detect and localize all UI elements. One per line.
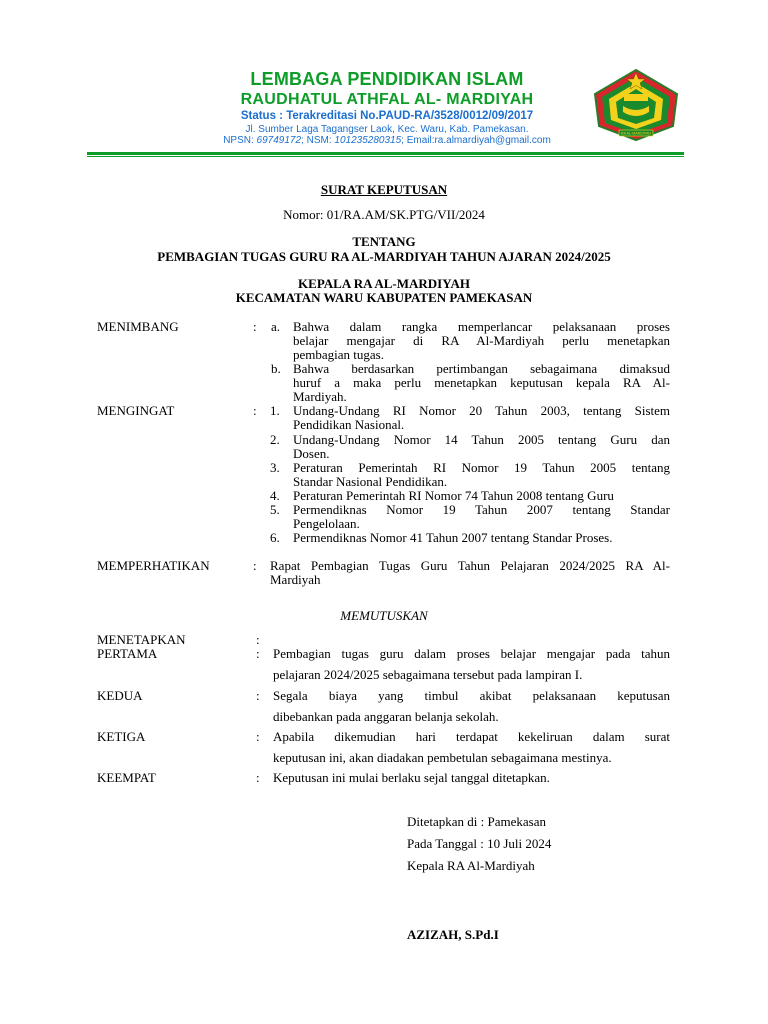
ketiga-colon: : xyxy=(256,729,260,744)
memperhatikan-label: MEMPERHATIKAN xyxy=(97,558,210,573)
school-name: RAUDHATUL ATHFAL AL- MARDIYAH xyxy=(240,91,534,108)
letterhead-rule-thin xyxy=(87,156,684,157)
school-contact: NPSN: 69749172; NSM: 101235280315; Email:ra.almardiyah@gmail.com xyxy=(223,135,551,146)
menimbang-marker-b: b. xyxy=(271,361,281,376)
menetapkan-colon: : xyxy=(256,632,260,647)
letterhead-rule-thick xyxy=(87,152,684,155)
kedua-line-2: dibebankan pada anggaran belanja sekolah. xyxy=(273,709,499,724)
memperhatikan-line-2: Mardiyah xyxy=(270,572,321,587)
nsm-value: 101235280315 xyxy=(334,135,402,146)
mengingat-2-line-2: Dosen. xyxy=(293,446,330,461)
keempat-line-1: Keputusan ini mulai berlaku sejal tanggal ditetapkan. xyxy=(273,770,550,785)
mengingat-5-line-2: Pengelolaan. xyxy=(293,516,360,531)
school-logo-icon xyxy=(593,68,679,142)
mengingat-marker-3: 3. xyxy=(270,460,280,475)
menimbang-a-line-2: belajar mengajar di RA Al-Mardiyah perlu menetapkan xyxy=(293,333,670,348)
document-title: SURAT KEPUTUSAN xyxy=(320,182,448,197)
mengingat-marker-5: 5. xyxy=(270,502,280,517)
pertama-line-1: Pembagian tugas guru dalam proses belajar mengajar pada tahun xyxy=(273,646,670,661)
signatory-name: AZIZAH, S.Pd.I xyxy=(407,927,499,942)
tentang-heading: TENTANG xyxy=(352,234,416,249)
mengingat-3-line-1: Peraturan Pemerintah RI Nomor 19 Tahun 2005 tentang xyxy=(293,460,670,475)
menimbang-label: MENIMBANG xyxy=(97,319,179,334)
npsn-value: 69749172 xyxy=(256,135,302,146)
pertama-label: PERTAMA xyxy=(97,646,158,661)
mengingat-marker-6: 6. xyxy=(270,530,280,545)
institution-name: LEMBAGA PENDIDIKAN ISLAM xyxy=(250,69,524,89)
keempat-colon: : xyxy=(256,770,260,785)
menetapkan-label: MENETAPKAN xyxy=(97,632,186,647)
menimbang-b-line-3: Mardiyah. xyxy=(293,389,347,404)
menimbang-colon: : xyxy=(253,319,257,334)
issuer-line-1: KEPALA RA AL-MARDIYAH xyxy=(298,276,470,291)
menimbang-a-line-1: Bahwa dalam rangka memperlancar pelaksanaan proses xyxy=(293,319,670,334)
memperhatikan-colon: : xyxy=(253,558,257,573)
mengingat-1-line-1: Undang-Undang RI Nomor 20 Tahun 2003, tentang Sistem xyxy=(293,403,670,418)
document-subject: PEMBAGIAN TUGAS GURU RA AL-MARDIYAH TAHUN AJARAN 2024/2025 xyxy=(157,249,611,264)
pertama-colon: : xyxy=(256,646,260,661)
menimbang-a-line-3: pembagian tugas. xyxy=(293,347,384,362)
mengingat-1-line-2: Pendidikan Nasional. xyxy=(293,417,405,432)
pertama-line-2: pelajaran 2024/2025 sebagaimana tersebut pada lampiran I. xyxy=(273,667,583,682)
menimbang-b-line-1: Bahwa berdasarkan pertimbangan sebagaimana dimaksud xyxy=(293,361,670,376)
mengingat-marker-2: 2. xyxy=(270,432,280,447)
kedua-label: KEDUA xyxy=(97,688,143,703)
kedua-colon: : xyxy=(256,688,260,703)
mengingat-6-line-1: Permendiknas Nomor 41 Tahun 2007 tentang Standar Proses. xyxy=(293,530,613,545)
keempat-label: KEEMPAT xyxy=(97,770,156,785)
mengingat-label: MENGINGAT xyxy=(97,403,175,418)
menimbang-marker-a: a. xyxy=(271,319,281,334)
memperhatikan-line-1: Rapat Pembagian Tugas Guru Tahun Pelajaran 2024/2025 RA Al- xyxy=(270,558,670,573)
menimbang-b-line-2: huruf a maka perlu menetapkan keputusan kepala RA Al- xyxy=(293,375,670,390)
signature-date: Pada Tanggal : 10 Juli 2024 xyxy=(407,836,552,851)
mengingat-marker-4: 4. xyxy=(270,488,280,503)
kedua-line-1: Segala biaya yang timbul akibat pelaksanaan keputusan xyxy=(273,688,670,703)
mengingat-4-line-1: Peraturan Pemerintah RI Nomor 74 Tahun 2008 tentang Guru xyxy=(293,488,614,503)
mengingat-3-line-2: Standar Nasional Pendidikan. xyxy=(293,474,448,489)
mengingat-2-line-1: Undang-Undang Nomor 14 Tahun 2005 tentang Guru dan xyxy=(293,432,670,447)
ketiga-line-1: Apabila dikemudian hari terdapat kekeliruan dalam surat xyxy=(273,729,670,744)
document-number: Nomor: 01/RA.AM/SK.PTG/VII/2024 xyxy=(283,207,485,222)
issuer-line-2: KECAMATAN WARU KABUPATEN PAMEKASAN xyxy=(235,290,533,305)
logo-text: RA AL-MARDIYAH xyxy=(621,131,651,136)
ketiga-label: KETIGA xyxy=(97,729,146,744)
mengingat-colon: : xyxy=(253,403,257,418)
ketiga-line-2: keputusan ini, akan diadakan pembetulan sebagaimana mestinya. xyxy=(273,750,612,765)
signature-place: Ditetapkan di : Pamekasan xyxy=(407,814,546,829)
memutuskan-heading: MEMUTUSKAN xyxy=(340,608,428,623)
mengingat-5-line-1: Permendiknas Nomor 19 Tahun 2007 tentang Standar xyxy=(293,502,670,517)
accreditation-status: Status : Terakreditasi No.PAUD-RA/3528/0012/09/2017 xyxy=(240,110,534,122)
school-address: Jl. Sumber Laga Tagangser Laok, Kec. Waru, Kab. Pamekasan. xyxy=(245,124,529,135)
letterhead xyxy=(0,0,768,160)
mengingat-marker-1: 1. xyxy=(270,403,280,418)
signature-position: Kepala RA Al-Mardiyah xyxy=(407,858,535,873)
